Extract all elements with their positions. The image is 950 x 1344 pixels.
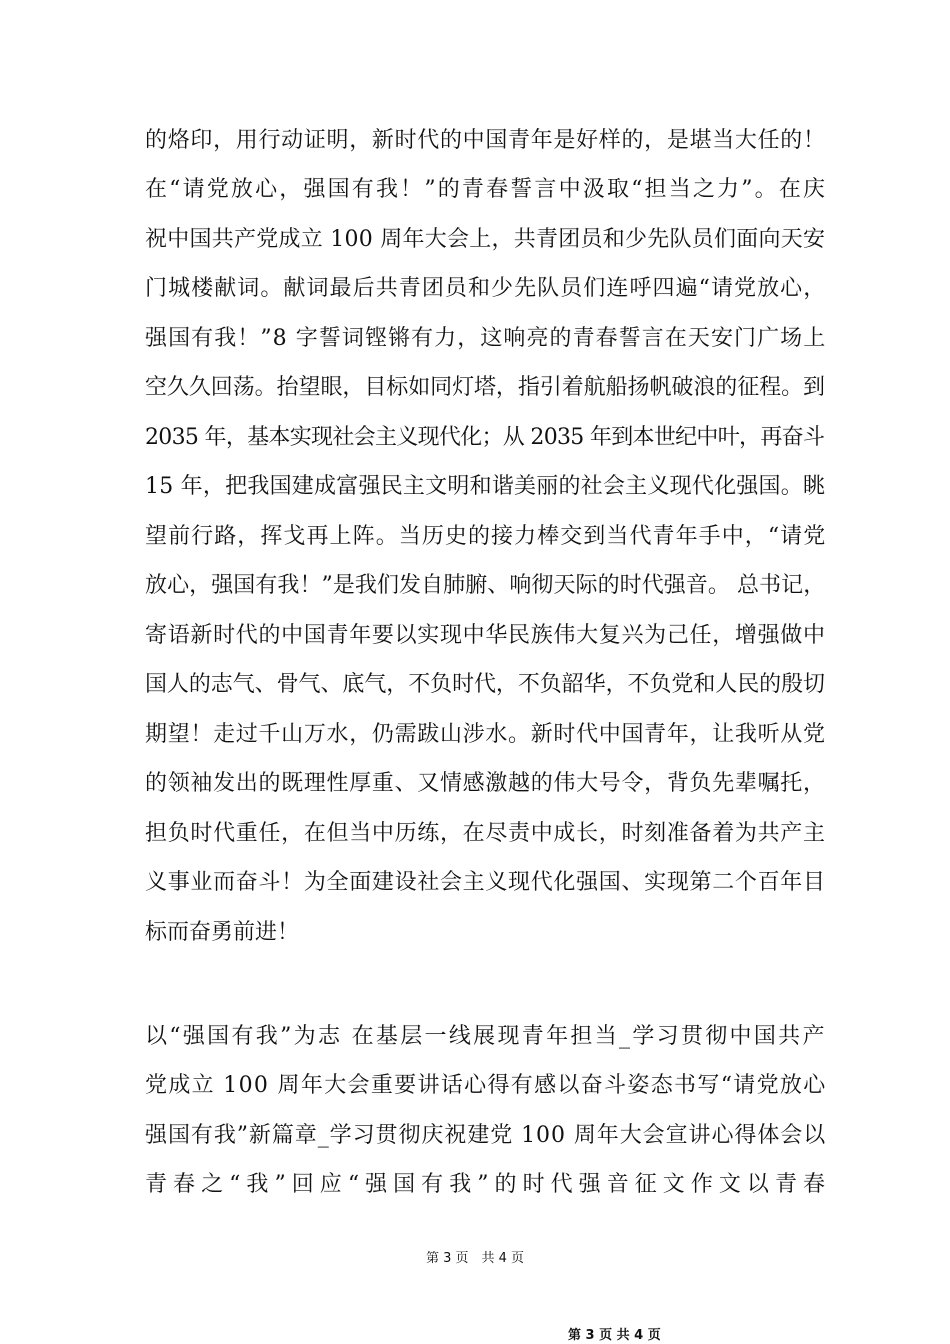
text-line: 祝中国共产党成立 100 周年大会上，共青团员和少先队员们面向天安 [145, 227, 826, 252]
text-line: 的烙印，用行动证明，新时代的中国青年是好样的，是堪当大任的！ [145, 128, 826, 153]
text-line: 义事业而奋斗！为全面建设社会主义现代化强国、实现第二个百年目 [145, 870, 826, 895]
text-line: 强国有我”新篇章_学习贯彻庆祝建党 100 周年大会宣讲心得体会以 [145, 1123, 827, 1148]
text-line: 放心，强国有我！”是我们发自肺腑、响彻天际的时代强音。 总书记， [145, 573, 826, 598]
text-line: 担负时代重任，在但当中历练，在尽责中成长，时刻准备着为共产主 [145, 821, 826, 846]
text-line: 青春之“我”回应“强国有我”的时代强音征文作文以青春 [145, 1172, 832, 1197]
text-line: 以“强国有我”为志 在基层一线展现青年担当_学习贯彻中国共产 [145, 1024, 827, 1049]
text-line: 在“请党放心，强国有我！”的青春誓言中汲取“担当之力”。在庆 [145, 177, 828, 202]
text-line: 国人的志气、骨气、底气，不负时代，不负韶华，不负党和人民的殷切 [145, 672, 825, 697]
text-line: 党成立 100 周年大会重要讲话心得有感以奋斗姿态书写“请党放心 [145, 1073, 827, 1098]
page-number-bottom: 第 3 页 共 4 页 [568, 1328, 661, 1343]
text-line: 强国有我！”8 字誓词铿锵有力，这响亮的青春誓言在天安门广场上 [145, 326, 827, 351]
text-line: 期望！走过千山万水，仍需跋山涉水。新时代中国青年，让我听从党 [145, 722, 826, 747]
text-line: 的领袖发出的既理性厚重、又情感激越的伟大号令，背负先辈嘱托， [145, 771, 826, 796]
text-line: 门城楼献词。献词最后共青团员和少先队员们连呼四遍“请党放心， [145, 276, 827, 301]
page-number: 第 3 页 共 4 页 [425, 1251, 525, 1266]
text-line: 2035 年，基本实现社会主义现代化；从 2035 年到本世纪中叶，再奋斗 [145, 425, 825, 450]
text-line: 15 年，把我国建成富强民主文明和谐美丽的社会主义现代化强国。眺 [145, 474, 826, 499]
text-line: 标而奋勇前进！ [145, 920, 300, 945]
text-line: 寄语新时代的中国青年要以实现中华民族伟大复兴为己任，增强做中 [145, 623, 826, 648]
text-line: 空久久回荡。抬望眼，目标如同灯塔，指引着航船扬帆破浪的征程。到 [145, 375, 825, 400]
text-line: 望前行路，挥戈再上阵。当历史的接力棒交到当代青年手中，“请党 [145, 524, 827, 549]
